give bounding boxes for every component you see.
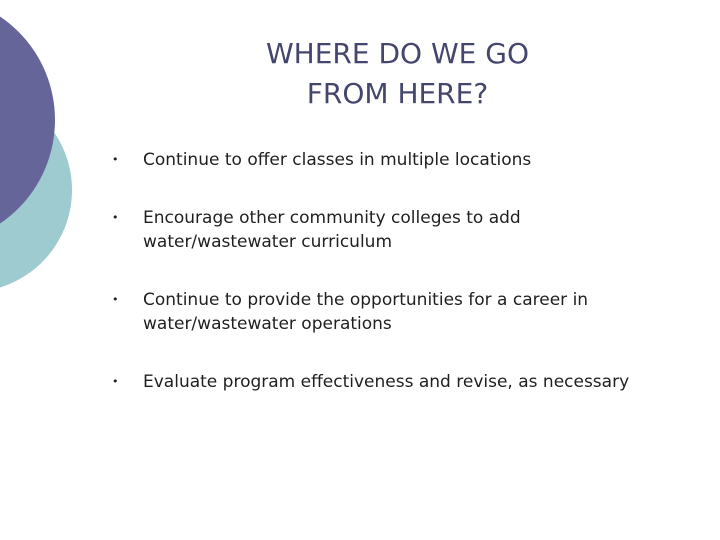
bullet-item <box>112 206 672 254</box>
bullet-text: Encourage other community colleges to add water/wastewater curriculum <box>143 208 521 252</box>
bullet-text: Continue to provide the opportunities for a career in water/wastewater operations <box>143 290 589 334</box>
bullet-text: Evaluate program effectiveness and revise, as necessary <box>143 372 630 392</box>
bullet-text: Continue to offer classes in multiple locations <box>143 150 532 170</box>
bullet-dot-icon: • <box>112 211 119 224</box>
bullet-dot-icon: • <box>112 153 119 166</box>
bullet-list <box>112 148 672 394</box>
bullet-item <box>112 288 672 336</box>
bullet-dot-icon: • <box>112 293 119 306</box>
slide-title <box>225 34 570 114</box>
title-line-1: WHERE DO WE GO <box>266 37 529 70</box>
bullet-item <box>112 370 672 394</box>
bullet-item <box>112 148 672 172</box>
title-line-2: FROM HERE? <box>306 77 489 110</box>
bullet-dot-icon: • <box>112 375 119 388</box>
